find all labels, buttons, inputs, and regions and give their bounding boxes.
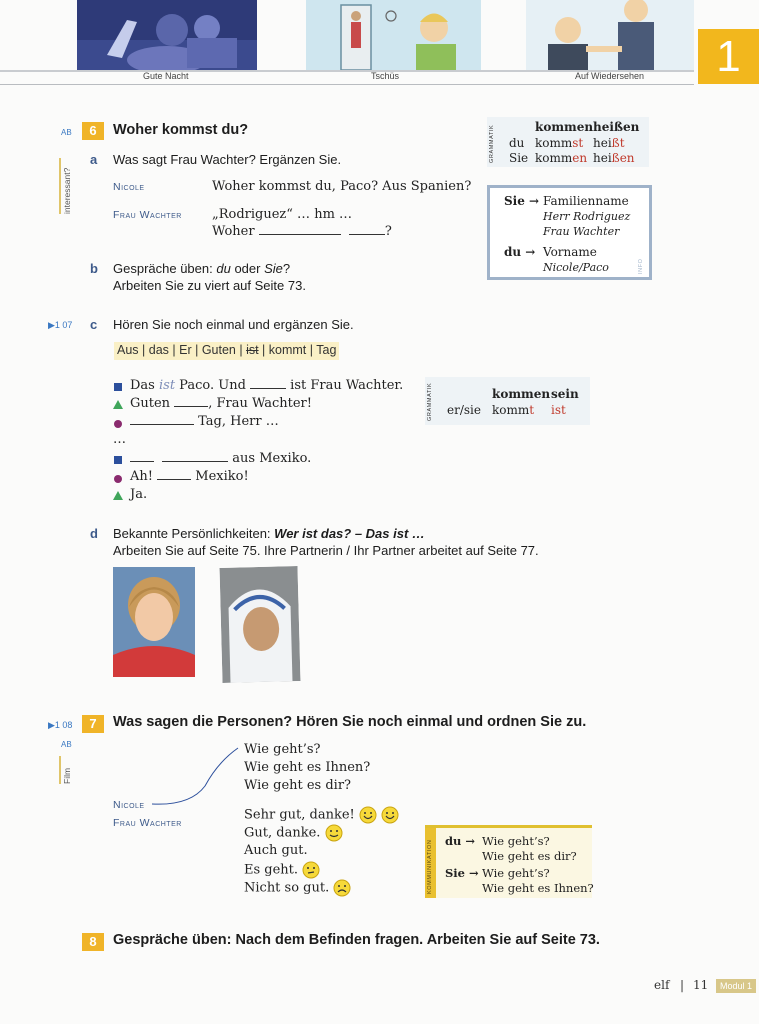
- answer-item: Es geht.: [244, 861, 320, 879]
- ab-reference: AB: [61, 128, 72, 137]
- komm-du-label: du →: [445, 834, 476, 848]
- portrait-photo-1: [113, 567, 195, 677]
- word-bank-item: Guten: [201, 343, 236, 357]
- grammar-box-kommen-sein: [425, 377, 590, 425]
- answer-item: Auch gut.: [244, 843, 308, 858]
- speaker-frau-wachter: Frau Wachter: [113, 209, 182, 221]
- grammar-head-heissen: heißen: [593, 120, 640, 134]
- blank-input[interactable]: [130, 424, 194, 425]
- marker-dot: [114, 420, 122, 428]
- cloze-line-1: Das ist Paco. Und ist Frau Wachter.: [130, 378, 404, 393]
- grammar-head-kommen: kommen: [535, 120, 594, 134]
- marker-dot: [114, 475, 122, 483]
- grammar-cell-heissen: heißen: [593, 151, 635, 165]
- side-label-film: Film: [59, 756, 72, 784]
- page-separator: |: [680, 978, 685, 992]
- cloze-line-6: Ja.: [130, 487, 148, 502]
- photo-tschues: [306, 0, 481, 70]
- smiley-very-happy-icon: [359, 806, 377, 824]
- side-label-interessant: interessant?: [59, 158, 72, 214]
- answer-item: Sehr gut, danke!: [244, 806, 399, 824]
- info-familienname: Familienname: [543, 194, 629, 208]
- blank-input[interactable]: [174, 406, 208, 407]
- grammar-cell-kommst: kommst: [535, 136, 584, 150]
- cloze-line-5: Ah! Mexiko!: [130, 469, 249, 484]
- answer-item: Nicht so gut.: [244, 879, 351, 897]
- word-bank-item: Tag: [316, 343, 337, 357]
- exercise-7-title: Was sagen die Personen? Hören Sie noch einmal und ordnen Sie zu.: [113, 714, 587, 730]
- grammar-cell-kommt: kommt: [492, 403, 535, 417]
- exercise-number-7: 7: [82, 715, 104, 733]
- blank-input[interactable]: [259, 234, 341, 235]
- instruction-6a: Was sagt Frau Wachter? Ergänzen Sie.: [113, 152, 342, 167]
- speaker-frau-wachter: Frau Wachter: [113, 817, 182, 829]
- info-example-wachter: Frau Wachter: [543, 225, 620, 238]
- strip-divider-lower: [0, 84, 694, 85]
- marker-triangle: [113, 400, 123, 409]
- dialog-line-3-end: ?: [384, 224, 392, 239]
- question-item: Wie geht es Ihnen?: [244, 760, 371, 775]
- smiley-neutral-icon: [302, 861, 320, 879]
- word-bank-item: Er: [179, 343, 192, 357]
- komm-du-q2: Wie geht es dir?: [482, 849, 577, 863]
- grammar-head-kommen: kommen: [492, 387, 551, 401]
- speaker-nicole: Nicole: [113, 799, 145, 811]
- grammar-cell-ist: ist: [551, 403, 566, 417]
- info-du-label: du →: [504, 245, 536, 259]
- smiley-sad-icon: [333, 879, 351, 897]
- exercise-8-title: Gespräche üben: Nach dem Befinden fragen. Arbeiten Sie auf Seite 73.: [113, 932, 600, 948]
- exercise-number-8: 8: [82, 933, 104, 951]
- grammar-label: GRAMMATIK: [489, 124, 495, 163]
- page-word: elf: [654, 978, 670, 992]
- smiley-happy-icon: [325, 824, 343, 842]
- audio-track-108[interactable]: ▶1 08: [48, 720, 73, 730]
- blank-input[interactable]: [250, 388, 286, 389]
- ab-reference: AB: [61, 740, 72, 749]
- cloze-ellipsis: …: [113, 432, 126, 447]
- komm-sie-q1: Wie geht’s?: [482, 866, 550, 880]
- modul-tag: Modul 1: [716, 979, 756, 993]
- info-example-rodriguez: Herr Rodriguez: [543, 210, 631, 223]
- word-bank: Aus | das | Er | Guten | ist | kommt | Tag: [114, 342, 339, 360]
- instruction-6b: Gespräche üben: du oder Sie?: [113, 261, 291, 276]
- kommunikation-label: KOMMUNIKATION: [427, 839, 433, 894]
- word-bank-item-used: ist: [246, 343, 259, 357]
- audio-track-107[interactable]: ▶1 07: [48, 320, 73, 330]
- word-bank-item: kommt: [268, 343, 307, 357]
- handwritten-answer: ist: [158, 378, 176, 393]
- grammar-cell-kommen: kommen: [535, 151, 588, 165]
- photo-gute-nacht: [77, 0, 257, 70]
- info-vorname: Vorname: [543, 245, 597, 259]
- instruction-6b-line2: Arbeiten Sie zu viert auf Seite 73.: [113, 278, 306, 293]
- cloze-line-3: Tag, Herr …: [130, 414, 279, 429]
- info-label: INFO: [638, 258, 644, 274]
- caption-auf-wiedersehen: Auf Wiedersehen: [575, 71, 645, 81]
- dialog-line-3-start: Woher: [212, 224, 255, 239]
- komm-sie-q2: Wie geht es Ihnen?: [482, 881, 594, 895]
- grammar-pron-du: du: [509, 136, 525, 150]
- blank-input[interactable]: [162, 461, 228, 462]
- info-box-sie-du: [487, 185, 652, 280]
- speaker-nicole: Nicole: [113, 181, 145, 193]
- word-bank-item: Aus: [117, 343, 139, 357]
- marker-square: [114, 383, 122, 391]
- info-example-nicole-paco: Nicole/Paco: [543, 261, 609, 274]
- komm-du-q1: Wie geht’s?: [482, 834, 550, 848]
- answer-item: Gut, danke.: [244, 824, 343, 842]
- page-number: 11: [693, 978, 709, 992]
- chapter-number-tab: 1: [698, 29, 759, 84]
- match-connector-line: [150, 740, 245, 810]
- grammar-cell-heisst: heißt: [593, 136, 625, 150]
- blank-input[interactable]: [157, 479, 191, 480]
- grammar-pron-sie: Sie: [509, 151, 529, 165]
- caption-tschues: Tschüs: [371, 71, 400, 81]
- instruction-6d-line2: Arbeiten Sie auf Seite 75. Ihre Partnerin / Ihr Partner arbeitet auf Seite 77.: [113, 543, 539, 558]
- dialog-line-1: Woher kommst du, Paco? Aus Spanien?: [212, 179, 472, 194]
- exercise-number-6: 6: [82, 122, 104, 140]
- exercise-6-title: Woher kommst du?: [113, 122, 249, 138]
- word-bank-item: das: [148, 343, 169, 357]
- dialog-line-2: „Rodriguez“ … hm …: [212, 207, 353, 222]
- caption-gute-nacht: Gute Nacht: [143, 71, 189, 81]
- dialog-line-3: [212, 224, 392, 239]
- cloze-line-2: Guten , Frau Wachter!: [130, 396, 312, 411]
- blank-input[interactable]: [349, 234, 385, 235]
- marker-square: [114, 456, 122, 464]
- sub-letter-d: d: [90, 526, 98, 541]
- sub-letter-c: c: [90, 317, 98, 332]
- question-item: Wie geht’s?: [244, 742, 321, 757]
- komm-sie-label: Sie →: [445, 866, 479, 880]
- blank-input[interactable]: [130, 461, 154, 462]
- portrait-photo-2: [220, 566, 301, 683]
- info-sie-label: Sie →: [504, 194, 540, 208]
- grammar-label: GRAMMATIK: [427, 382, 433, 421]
- question-item: Wie geht es dir?: [244, 778, 352, 793]
- photo-auf-wiedersehen: [526, 0, 694, 70]
- kommunikation-box: [425, 825, 592, 898]
- instruction-6d: Bekannte Persönlichkeiten: Wer ist das? – Das ist …: [113, 526, 425, 541]
- grammar-head-sein: sein: [551, 387, 579, 401]
- grammar-box-kommen-heissen: [487, 117, 649, 167]
- smiley-very-happy-icon: [381, 806, 399, 824]
- sub-letter-b: b: [90, 261, 98, 276]
- instruction-6c: Hören Sie noch einmal und ergänzen Sie.: [113, 317, 354, 332]
- cloze-line-4: aus Mexiko.: [130, 451, 311, 466]
- sub-letter-a: a: [90, 152, 98, 167]
- grammar-pron-er-sie: er/sie: [447, 403, 481, 417]
- marker-triangle: [113, 491, 123, 500]
